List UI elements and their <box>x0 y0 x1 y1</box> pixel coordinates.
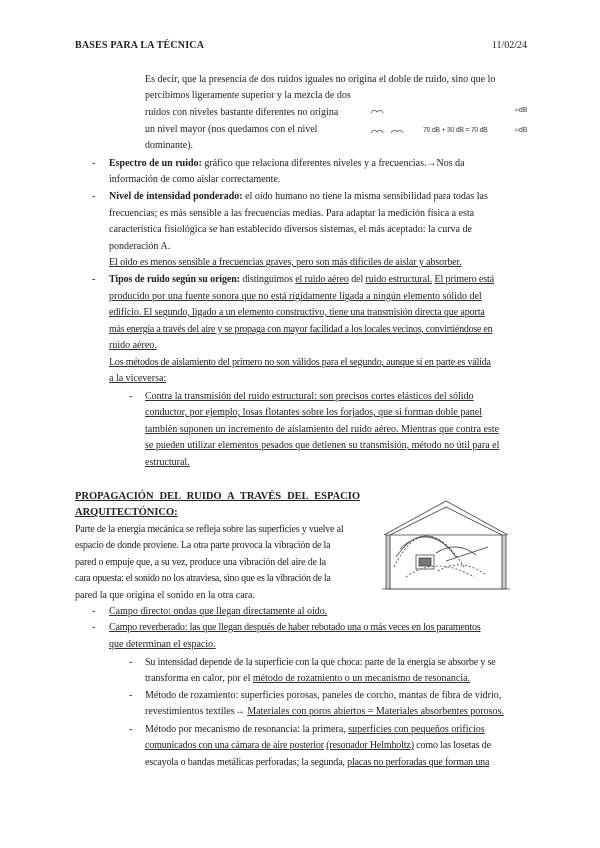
sub3-text-2c: como las losetas de <box>416 740 491 751</box>
section-heading <box>75 489 360 521</box>
sub1-text-2a: transforma en calor, por el <box>145 673 251 684</box>
sub2-line-2 <box>145 704 529 720</box>
nivel-line-1 <box>109 189 527 205</box>
espectro-line-2: información de como aislar correctamente. <box>109 174 281 185</box>
bullet-dash: - <box>92 191 96 202</box>
tipos-text-1b: el ruido aéreo <box>295 274 349 285</box>
tipos-text-1e: El primero está <box>434 274 495 285</box>
sub3-text-2a: comunicados con una cámara de aire posterior <box>145 740 324 751</box>
sub3-text-1a: Método por mecanismo de resonancia: la primera, <box>145 724 346 735</box>
bullet-dash: - <box>92 274 96 285</box>
tipos-line-3: edificio. El segundo, ligado a un elemento constructivo, tiene una transmisión directa que aporta <box>109 307 485 318</box>
speaker-icon-row1 <box>369 107 385 117</box>
nivel-term: Nivel de intensidad ponderado: <box>109 191 243 202</box>
header-date: 11/02/24 <box>491 40 527 51</box>
sub-bullet-dash: - <box>129 657 133 668</box>
contra-line-3: también suponen un incremento de aislamiento del ruido aéreo. Mientras que contra este <box>145 424 500 435</box>
sub3-text-2b: (resonador Helmholtz) <box>326 740 414 751</box>
db-row2-mid: 70 dB + 30 dB = 70 dB <box>423 127 488 134</box>
contra-line-4: se pueden utilizar elementos pesados que detienen su transmisión, método no útil para el <box>145 440 500 451</box>
db-row2-right: ≈dB <box>515 127 528 134</box>
section-p-line-4: cara opuesta: el sonido no los atraviesa, sino que es la vibración de la <box>75 573 331 584</box>
sub3-text-3b: placas no perforadas que forman una <box>347 757 490 768</box>
tipos-text-1d: ruido estructural. <box>365 274 433 285</box>
bullet-dash: - <box>92 158 96 169</box>
tipos-line-7: a la viceversa: <box>109 373 167 384</box>
nivel-line-2: frecuencias; es más sensible a las frecuencias medias. Para adaptar la medición física a esta <box>109 208 475 219</box>
contra-line-5: estructural. <box>145 457 190 468</box>
nivel-line-5: El oído es menos sensible a frecuencias graves, pero son más difíciles de aislar y absorber. <box>109 257 462 268</box>
intro-line-3: ruidos con niveles bastante diferentes no origina <box>145 107 339 118</box>
sub2-text-2b: Materiales con poros abiertos = Materiales absorbentes porosos. <box>247 706 504 717</box>
room-propagation-figure <box>376 495 516 595</box>
sub3-line-1 <box>145 722 529 738</box>
section-p-line-1: Parte de la energía mecánica se refleja sobre las superficies y vuelve al <box>75 524 344 535</box>
contra-line-1: Contra la transmisión del ruido estructural: son precisos cortes elásticos del sólido <box>145 391 474 402</box>
page-header <box>75 38 527 54</box>
tipos-line-6: Los métodos de aislamiento del primero no son válidos para el segundo, aunque sí en parte es válida <box>109 357 491 368</box>
bullet-dash: - <box>92 622 96 633</box>
section-heading-line-1: PROPAGACIÓN DEL RUIDO A TRAVÉS DEL ESPACIO <box>75 491 360 502</box>
tipos-line-1 <box>109 272 529 288</box>
sub3-text-1b: superficies con pequeños orificios <box>348 724 485 735</box>
intro-line-4: un nivel mayor (nos quedamos con el nivel <box>145 124 318 135</box>
tipos-term: Tipos de ruido según su origen: <box>109 274 240 285</box>
intro-line-1: Es decir, que la presencia de dos ruidos iguales no origina el doble de ruido, sino que lo <box>145 74 496 85</box>
section-heading-line-2: ARQUITECTÓNICO: <box>75 507 178 518</box>
sub3-line-3 <box>145 755 529 771</box>
tipos-line-5: ruido aéreo. <box>109 340 157 351</box>
nivel-line-4: ponderación A. <box>109 241 171 252</box>
db-row1-right: ≈dB <box>515 107 528 114</box>
espectro-line-1 <box>109 156 527 172</box>
intro-line-5: dominante). <box>145 140 194 151</box>
sub2-text-2a: revestimientos textiles→ <box>145 706 245 717</box>
nivel-line-3: característica fisiológica se han establecido diversos sistemas, el más aceptado: la curva de <box>109 224 472 235</box>
section-p-line-3: pared o empuje que, a su vez, produce una vibración del aire de la <box>75 557 326 568</box>
bullet-dash: - <box>92 606 96 617</box>
sub1-text-2b: método de rozamiento o un mecanismo de resonancia. <box>252 673 471 684</box>
sub-bullet-dash: - <box>129 391 133 402</box>
speaker-icon-row2 <box>369 127 409 137</box>
sub3-text-3a: escayola o bandas metálicas perforadas; la segunda, <box>145 757 345 768</box>
tipos-text-1c: del <box>351 274 364 285</box>
header-title: BASES PARA LA TÉCNICA <box>75 40 205 51</box>
campo-rev-line-2: que determinan el espacio. <box>109 639 216 650</box>
sub3-line-2 <box>145 738 529 754</box>
nivel-text-1: el oído humano no tiene la misma sensibilidad para todas las <box>245 191 488 202</box>
campo-directo: Campo directo: ondas que llegan directamente al oído. <box>109 606 328 617</box>
section-p-line-2: espacio de donde proviene. La otra parte provoca la vibración de la <box>75 540 331 551</box>
sub2-line-1: Método de rozamiento: superficies porosas, paneles de corcho, mantas de fibra de vidrio, <box>145 690 502 701</box>
espectro-term: Espectro de un ruido: <box>109 158 202 169</box>
tipos-text-1a: distinguimos <box>242 274 293 285</box>
sub-bullet-dash: - <box>129 724 133 735</box>
espectro-text-1: gráfico que relaciona diferentes niveles y a frecuencias.→Nos da <box>204 158 465 169</box>
campo-rev-line-1: Campo reverberado: las que llegan después de haber rebotado una o más veces en los paramentos <box>109 622 481 633</box>
tipos-line-4: más energía a través del aire y se propaga con mayor facilidad a los locales vecinos, convirtiéndose en <box>109 324 493 335</box>
contra-line-2: conductor, por ejemplo, losas flotantes sobre los forjados, que si forman doble panel <box>145 407 483 418</box>
tipos-line-2: producido por una fuente sonora que no está rígidamente ligada a ningún elemento sólido del <box>109 291 482 302</box>
sub1-line-1: Su intensidad depende de la superficie con la que choca: parte de la energía se absorbe y se <box>145 657 496 668</box>
sub-bullet-dash: - <box>129 690 133 701</box>
db-figure <box>365 104 533 142</box>
intro-line-2: percibimos ligeramente superior y la mezcla de dos <box>145 90 351 101</box>
sub1-line-2 <box>145 671 529 687</box>
section-p-line-5: pared la que origina el sonido en la otra cara. <box>75 590 255 601</box>
